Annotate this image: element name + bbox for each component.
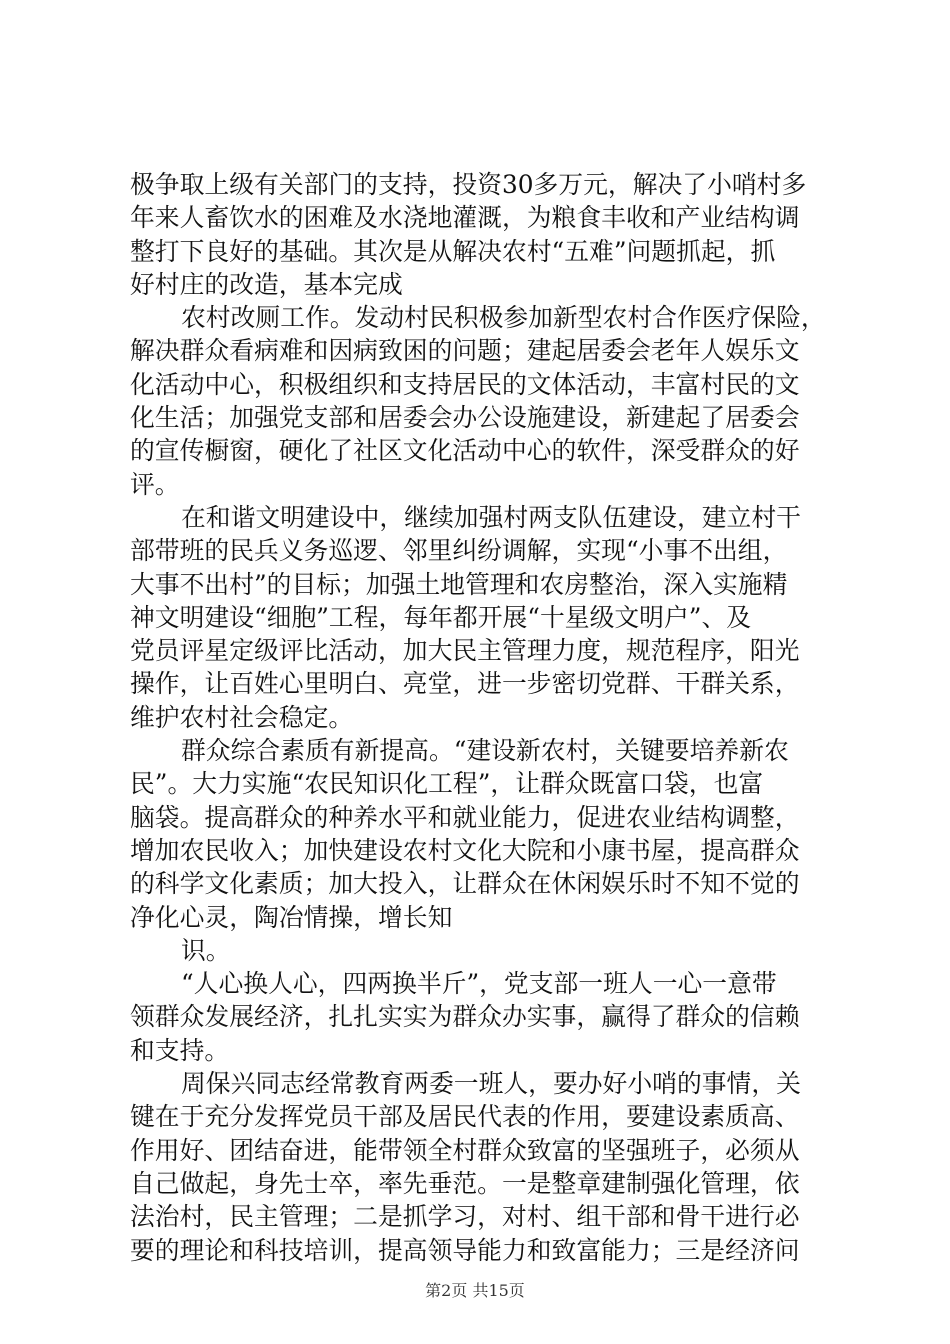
text-line: 部带班的民兵义务巡逻、邻里纠纷调解，实现“小事不出组，: [130, 536, 788, 566]
text-line: 大事不出村”的目标；加强土地管理和农房整治，深入实施精: [130, 569, 788, 599]
text-line: 年来人畜饮水的困难及水浇地灌溉，为粮食丰收和产业结构调: [130, 203, 800, 233]
text-line: 法治村，民主管理；二是抓学习，对村、组干部和骨干进行必: [130, 1202, 800, 1232]
text-line: “人心换人心，四两换半斤”，党支部一班人一心一意带: [181, 969, 777, 999]
text-line: 净化心灵，陶冶情操，增长知: [130, 902, 453, 932]
text-line: 化活动中心，积极组织和支持居民的文体活动，丰富村民的文: [130, 369, 800, 399]
document-body: [130, 168, 842, 1267]
text-line: 极争取上级有关部门的支持，投资30多万元，解决了小哨村多: [130, 170, 807, 199]
text-line: 党员评星定级评比活动，加大民主管理力度，规范程序，阳光: [130, 636, 800, 666]
text-line: 和支持。: [130, 1035, 230, 1065]
text-line: 群众综合素质有新提高。“建设新农村，关键要培养新农: [181, 736, 789, 766]
text-line: 化生活；加强党支部和居委会办公设施建设，新建起了居委会: [130, 403, 800, 433]
text-line: 识。: [181, 935, 231, 965]
text-line: 好村庄的改造，基本完成: [130, 269, 403, 299]
text-line: 的宣传橱窗，硬化了社区文化活动中心的软件，深受群众的好: [130, 436, 800, 466]
text-line: 评。: [130, 469, 180, 499]
text-line: 农村改厕工作。发动村民积极参加新型农村合作医疗保险，: [181, 303, 826, 333]
text-line: 周保兴同志经常教育两委一班人，要办好小哨的事情，关: [181, 1069, 801, 1099]
text-line: 民”。大力实施“农民知识化工程”，让群众既富口袋，也富: [130, 769, 764, 799]
text-line: 在和谐文明建设中，继续加强村两支队伍建设，建立村干: [181, 502, 801, 532]
text-line: 自己做起，身先士卒，率先垂范。一是整章建制强化管理，依: [130, 1168, 800, 1198]
text-line: 操作，让百姓心里明白、亮堂，进一步密切党群、干群关系，: [130, 669, 800, 699]
text-line: 脑袋。提高群众的种养水平和就业能力，促进农业结构调整，: [130, 802, 800, 832]
text-line: 增加农民收入；加快建设农村文化大院和小康书屋，提高群众: [130, 835, 800, 865]
text-line: 的科学文化素质；加大投入，让群众在休闲娱乐时不知不觉的: [130, 869, 800, 899]
text-line: 神文明建设“细胞”工程，每年都开展“十星级文明户”、及: [130, 602, 752, 632]
text-line: 键在于充分发挥党员干部及居民代表的作用，要建设素质高、: [130, 1102, 800, 1132]
text-line: 维护农村社会稳定。: [130, 702, 354, 732]
text-line: 领群众发展经济，扎扎实实为群众办实事，赢得了群众的信赖: [130, 1002, 800, 1032]
text-line: 解决群众看病难和因病致困的问题；建起居委会老年人娱乐文: [130, 336, 800, 366]
text-line: 整打下良好的基础。其次是从解决农村“五难”问题抓起，抓: [130, 236, 776, 266]
text-line: 作用好、团结奋进，能带领全村群众致富的坚强班子，必须从: [130, 1135, 800, 1165]
page-footer: 第2页 共15页: [425, 1281, 525, 1300]
text-line: 要的理论和科技培训，提高领导能力和致富能力；三是经济问: [130, 1235, 800, 1265]
